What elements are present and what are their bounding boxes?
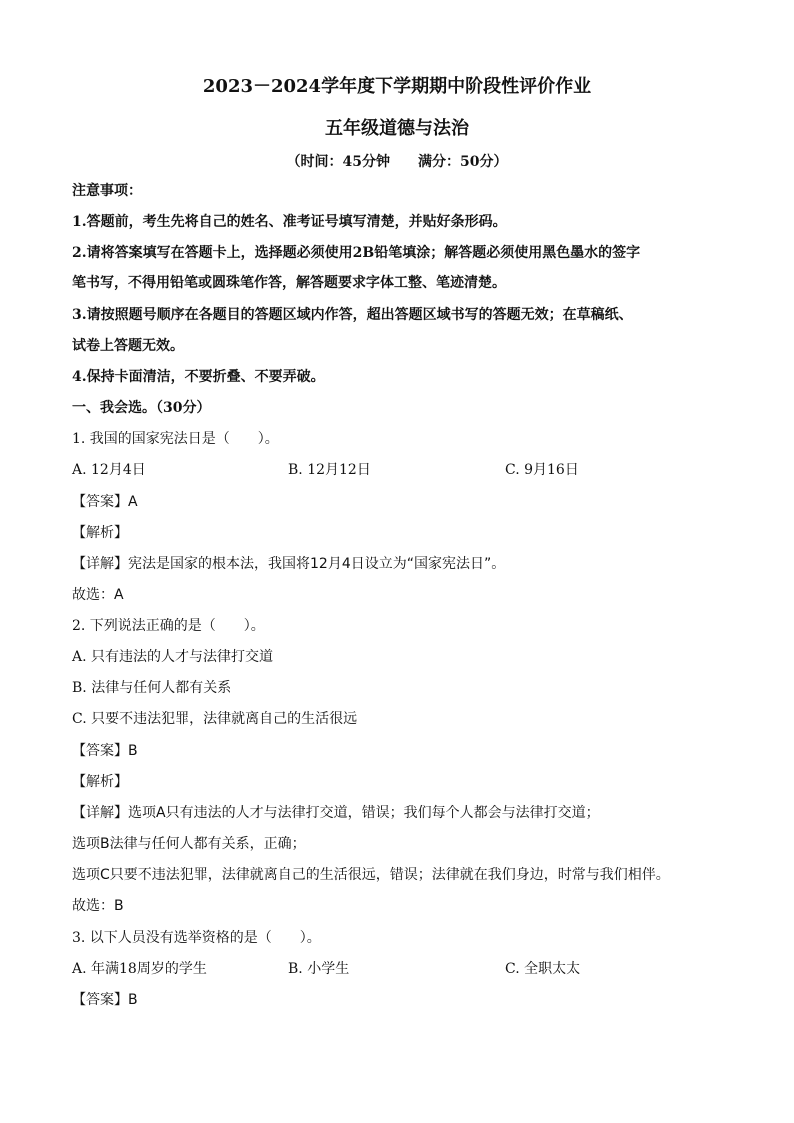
q1-option-c: C. 9月16日 <box>505 462 579 478</box>
note-3-line-2: 试卷上答题无效。 <box>72 338 184 354</box>
q3-stem: 3. 以下人员没有选举资格的是（ ）。 <box>72 930 321 946</box>
q3-option-c: C. 全职太太 <box>505 961 581 977</box>
q1-analysis-label: 【解析】 <box>72 525 128 541</box>
q3-option-a: A. 年满18周岁的学生 <box>72 961 207 977</box>
note-3-line-1: 3.请按照题号顺序在各题目的答题区域内作答，超出答题区域书写的答题无效；在草稿纸、 <box>72 307 633 323</box>
note-1: 1.答题前，考生先将自己的姓名、准考证号填写清楚，并贴好条形码。 <box>72 214 507 230</box>
q1-answer: 【答案】A <box>72 494 138 510</box>
q2-choice: 故选：B <box>72 898 124 914</box>
q1-choice: 故选：A <box>72 587 124 603</box>
notes-heading: 注意事项： <box>72 183 142 199</box>
q3-option-b: B. 小学生 <box>288 961 350 977</box>
q1-stem: 1. 我国的国家宪法日是（ ）。 <box>72 431 279 447</box>
q2-option-a: A. 只有违法的人才与法律打交道 <box>72 649 274 665</box>
q2-option-b: B. 法律与任何人都有关系 <box>72 680 232 696</box>
q2-answer: 【答案】B <box>72 743 138 759</box>
q1-option-a: A. 12月4日 <box>72 462 146 478</box>
q2-option-c: C. 只要不违法犯罪，法律就离自己的生活很远 <box>72 711 358 727</box>
q3-answer: 【答案】B <box>72 992 138 1008</box>
q2-analysis-label: 【解析】 <box>72 774 128 790</box>
q2-stem: 2. 下列说法正确的是（ ）。 <box>72 618 265 634</box>
q2-detail-line-3: 选项C只要不违法犯罪，法律就离自己的生活很远，错误；法律就在我们身边，时常与我们相伴。 <box>72 867 670 883</box>
section-1-heading: 一、我会选。（30分） <box>72 400 211 416</box>
q2-detail-line-1: 【详解】选项A只有违法的人才与法律打交道，错误；我们每个人都会与法律打交道； <box>72 805 600 821</box>
time-score-line: （时间：45分钟 满分：50分） <box>286 154 508 170</box>
note-2-line-1: 2.请将答案填写在答题卡上，选择题必须使用2B铅笔填涂；解答题必须使用黑色墨水的签字 <box>72 245 641 261</box>
q1-option-b: B. 12月12日 <box>288 462 371 478</box>
note-4: 4.保持卡面清洁，不要折叠、不要弄破。 <box>72 369 325 385</box>
note-2-line-2: 笔书写，不得用铅笔或圆珠笔作答，解答题要求字体工整、笔迹清楚。 <box>72 275 506 291</box>
exam-title: 2023－2024学年度下学期期中阶段性评价作业 <box>202 76 592 97</box>
q1-detail: 【详解】宪法是国家的根本法，我国将12月4日设立为“国家宪法日”。 <box>72 556 506 572</box>
subject-title: 五年级道德与法治 <box>325 118 469 139</box>
q2-detail-line-2: 选项B法律与任何人都有关系，正确； <box>72 836 306 852</box>
